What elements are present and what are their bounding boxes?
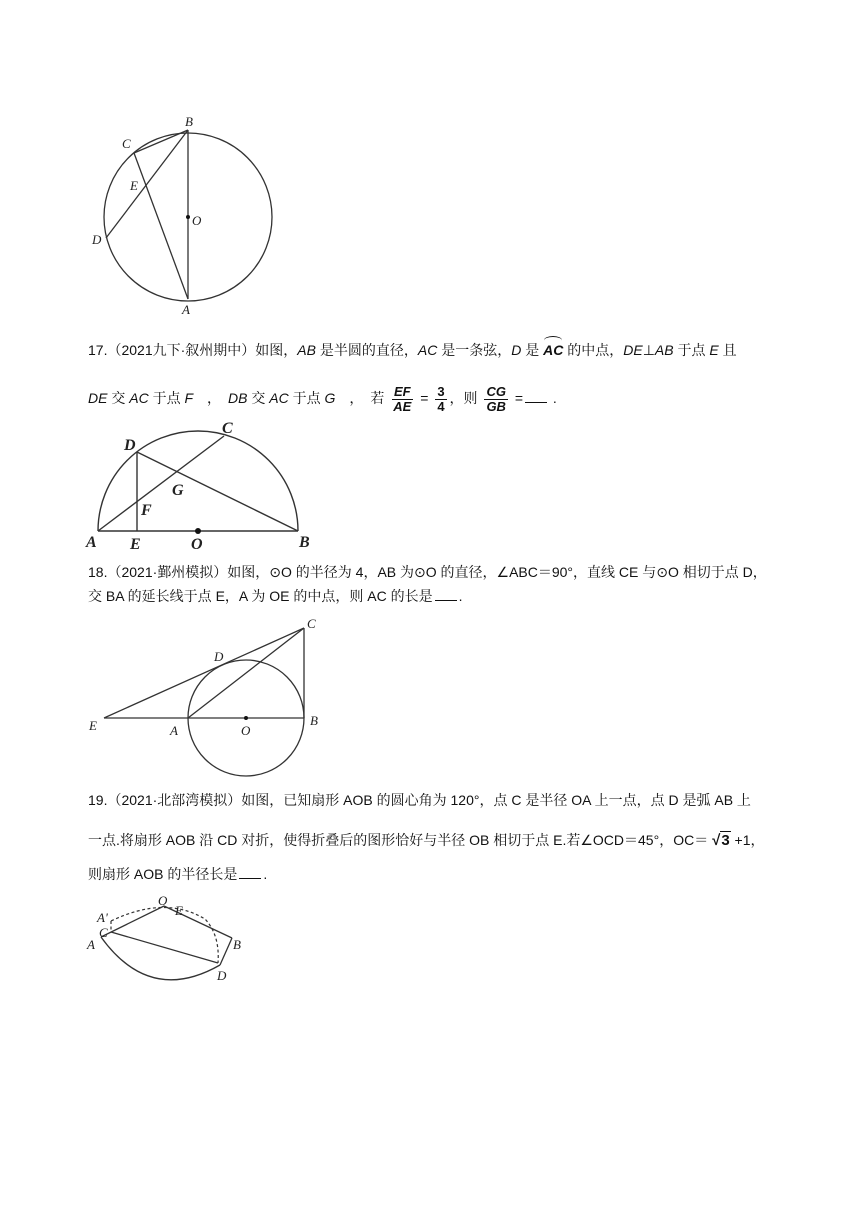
question-number: 17. <box>88 342 108 358</box>
label-d: D <box>92 232 102 247</box>
math-ab: AB <box>297 342 316 358</box>
question-18-line-1 <box>88 564 767 581</box>
label-a-prime: A' <box>97 910 108 925</box>
math-db: DB <box>228 389 248 406</box>
label-c: C <box>307 616 316 631</box>
folded-arc <box>111 907 218 963</box>
question-18-line-2 <box>88 588 463 605</box>
label-e: E <box>175 903 183 918</box>
text: . <box>458 588 463 604</box>
label-b: B <box>233 937 241 952</box>
label-b: B <box>310 713 318 728</box>
segment-bd <box>220 938 232 965</box>
center-dot <box>244 716 248 720</box>
label-o: O <box>192 213 202 228</box>
label-e: E <box>130 178 138 193</box>
text: 是 <box>521 342 544 358</box>
question-text: 一点.将扇形 AOB 沿 CD 对折，使得折叠后的图形恰好与半径 OB 相切于点 E.若∠OCD＝45°，OC＝ <box>88 832 713 848</box>
chord-ac <box>98 436 224 531</box>
label-c: C <box>99 925 108 940</box>
numerator: 3 <box>437 384 445 399</box>
text: ， <box>193 389 229 406</box>
fraction-ef-ae <box>391 385 413 413</box>
text: 交 <box>247 389 270 406</box>
center-dot <box>186 215 190 219</box>
fraction-cg-gb <box>484 385 508 413</box>
math-g: G <box>324 389 336 406</box>
line-ec <box>104 628 304 718</box>
math-ac: AC <box>129 389 149 406</box>
label-e: E <box>89 718 97 733</box>
text: . <box>549 389 557 406</box>
label-f: F <box>141 502 152 519</box>
radicand: 3 <box>721 832 730 849</box>
text: 是一条弦， <box>437 342 512 358</box>
text: ， 若 <box>335 389 389 406</box>
answer-blank[interactable] <box>435 588 457 601</box>
question-19-line-2 <box>88 832 765 850</box>
answer-blank[interactable] <box>525 390 547 403</box>
equals: = <box>416 389 433 406</box>
text: 如图， <box>255 342 298 358</box>
chord-ca <box>134 153 188 299</box>
label-b: B <box>185 114 193 129</box>
question-19-line-3 <box>88 866 267 883</box>
label-d: D <box>217 968 227 983</box>
denominator: AE <box>393 398 412 414</box>
label-a: A <box>182 302 190 317</box>
math-f: F <box>184 389 194 406</box>
text: 是半圆的直径， <box>315 342 418 358</box>
figure-19 <box>80 893 260 993</box>
math-ab: AB <box>654 342 674 358</box>
text: +1， <box>730 832 765 848</box>
question-text: 18.（2021·鄞州模拟）如图，⊙O 的半径为 4，AB 为⊙O 的直径，∠ABC＝90°，直线 CE 与⊙O 相切于点 D， <box>88 564 767 580</box>
denominator: GB <box>486 398 506 414</box>
label-o: O <box>191 536 203 553</box>
label-d: D <box>124 437 136 454</box>
figure-16 <box>80 110 300 320</box>
math-ac: AC <box>417 342 438 358</box>
label-b: B <box>299 534 310 551</box>
center-dot <box>195 528 201 534</box>
label-a: A <box>87 937 95 952</box>
question-17-line-2 <box>88 385 557 413</box>
numerator: CG <box>486 384 506 399</box>
text: 的中点， <box>563 342 624 358</box>
segment-db <box>137 452 298 531</box>
label-o: O <box>241 723 251 738</box>
text: 于点 <box>673 342 710 358</box>
text: 且 <box>718 342 737 358</box>
text: ，则 <box>449 389 482 406</box>
label-d: D <box>214 649 224 664</box>
chord-bd <box>106 130 188 238</box>
figure-18 <box>80 612 340 782</box>
fraction-3-4 <box>435 385 446 413</box>
equals: = <box>510 389 524 406</box>
math-de: DE <box>88 389 108 406</box>
math-e: E <box>709 342 719 358</box>
math-de: DE <box>623 342 643 358</box>
arc-ac-symbol: AC <box>543 342 564 358</box>
figure-17 <box>80 415 330 555</box>
perp-symbol: ⊥ <box>642 342 655 358</box>
question-source: （2021九下·叙州期中） <box>107 342 256 358</box>
label-c: C <box>122 136 131 151</box>
math-d: D <box>511 342 522 358</box>
sqrt-3: √3 <box>712 832 730 849</box>
label-o: O <box>158 893 168 908</box>
numerator: EF <box>394 384 411 399</box>
text: 于点 <box>288 389 325 406</box>
question-text: 19.（2021·北部湾模拟）如图，已知扇形 AOB 的圆心角为 120°，点 C 是半径 OA 上一点，点 D 是弧 AB 上 <box>88 792 751 808</box>
label-a: A <box>170 723 178 738</box>
denominator: 4 <box>437 398 445 414</box>
question-text: 交 BA 的延长线于点 E，A 为 OE 的中点，则 AC 的长是 <box>88 588 433 604</box>
label-c: C <box>222 420 233 437</box>
question-19-line-1 <box>88 792 751 809</box>
label-a: A <box>86 534 97 551</box>
math-ac: AC <box>269 389 289 406</box>
question-17-line-1 <box>88 342 737 359</box>
text: 于点 <box>148 389 185 406</box>
label-g: G <box>172 482 184 499</box>
label-e: E <box>130 536 141 553</box>
fold-cd <box>111 932 218 963</box>
question-text: 则扇形 AOB 的半径长是 <box>88 866 238 882</box>
text: . <box>263 866 268 882</box>
answer-blank[interactable] <box>239 866 261 879</box>
text: 交 <box>107 389 130 406</box>
